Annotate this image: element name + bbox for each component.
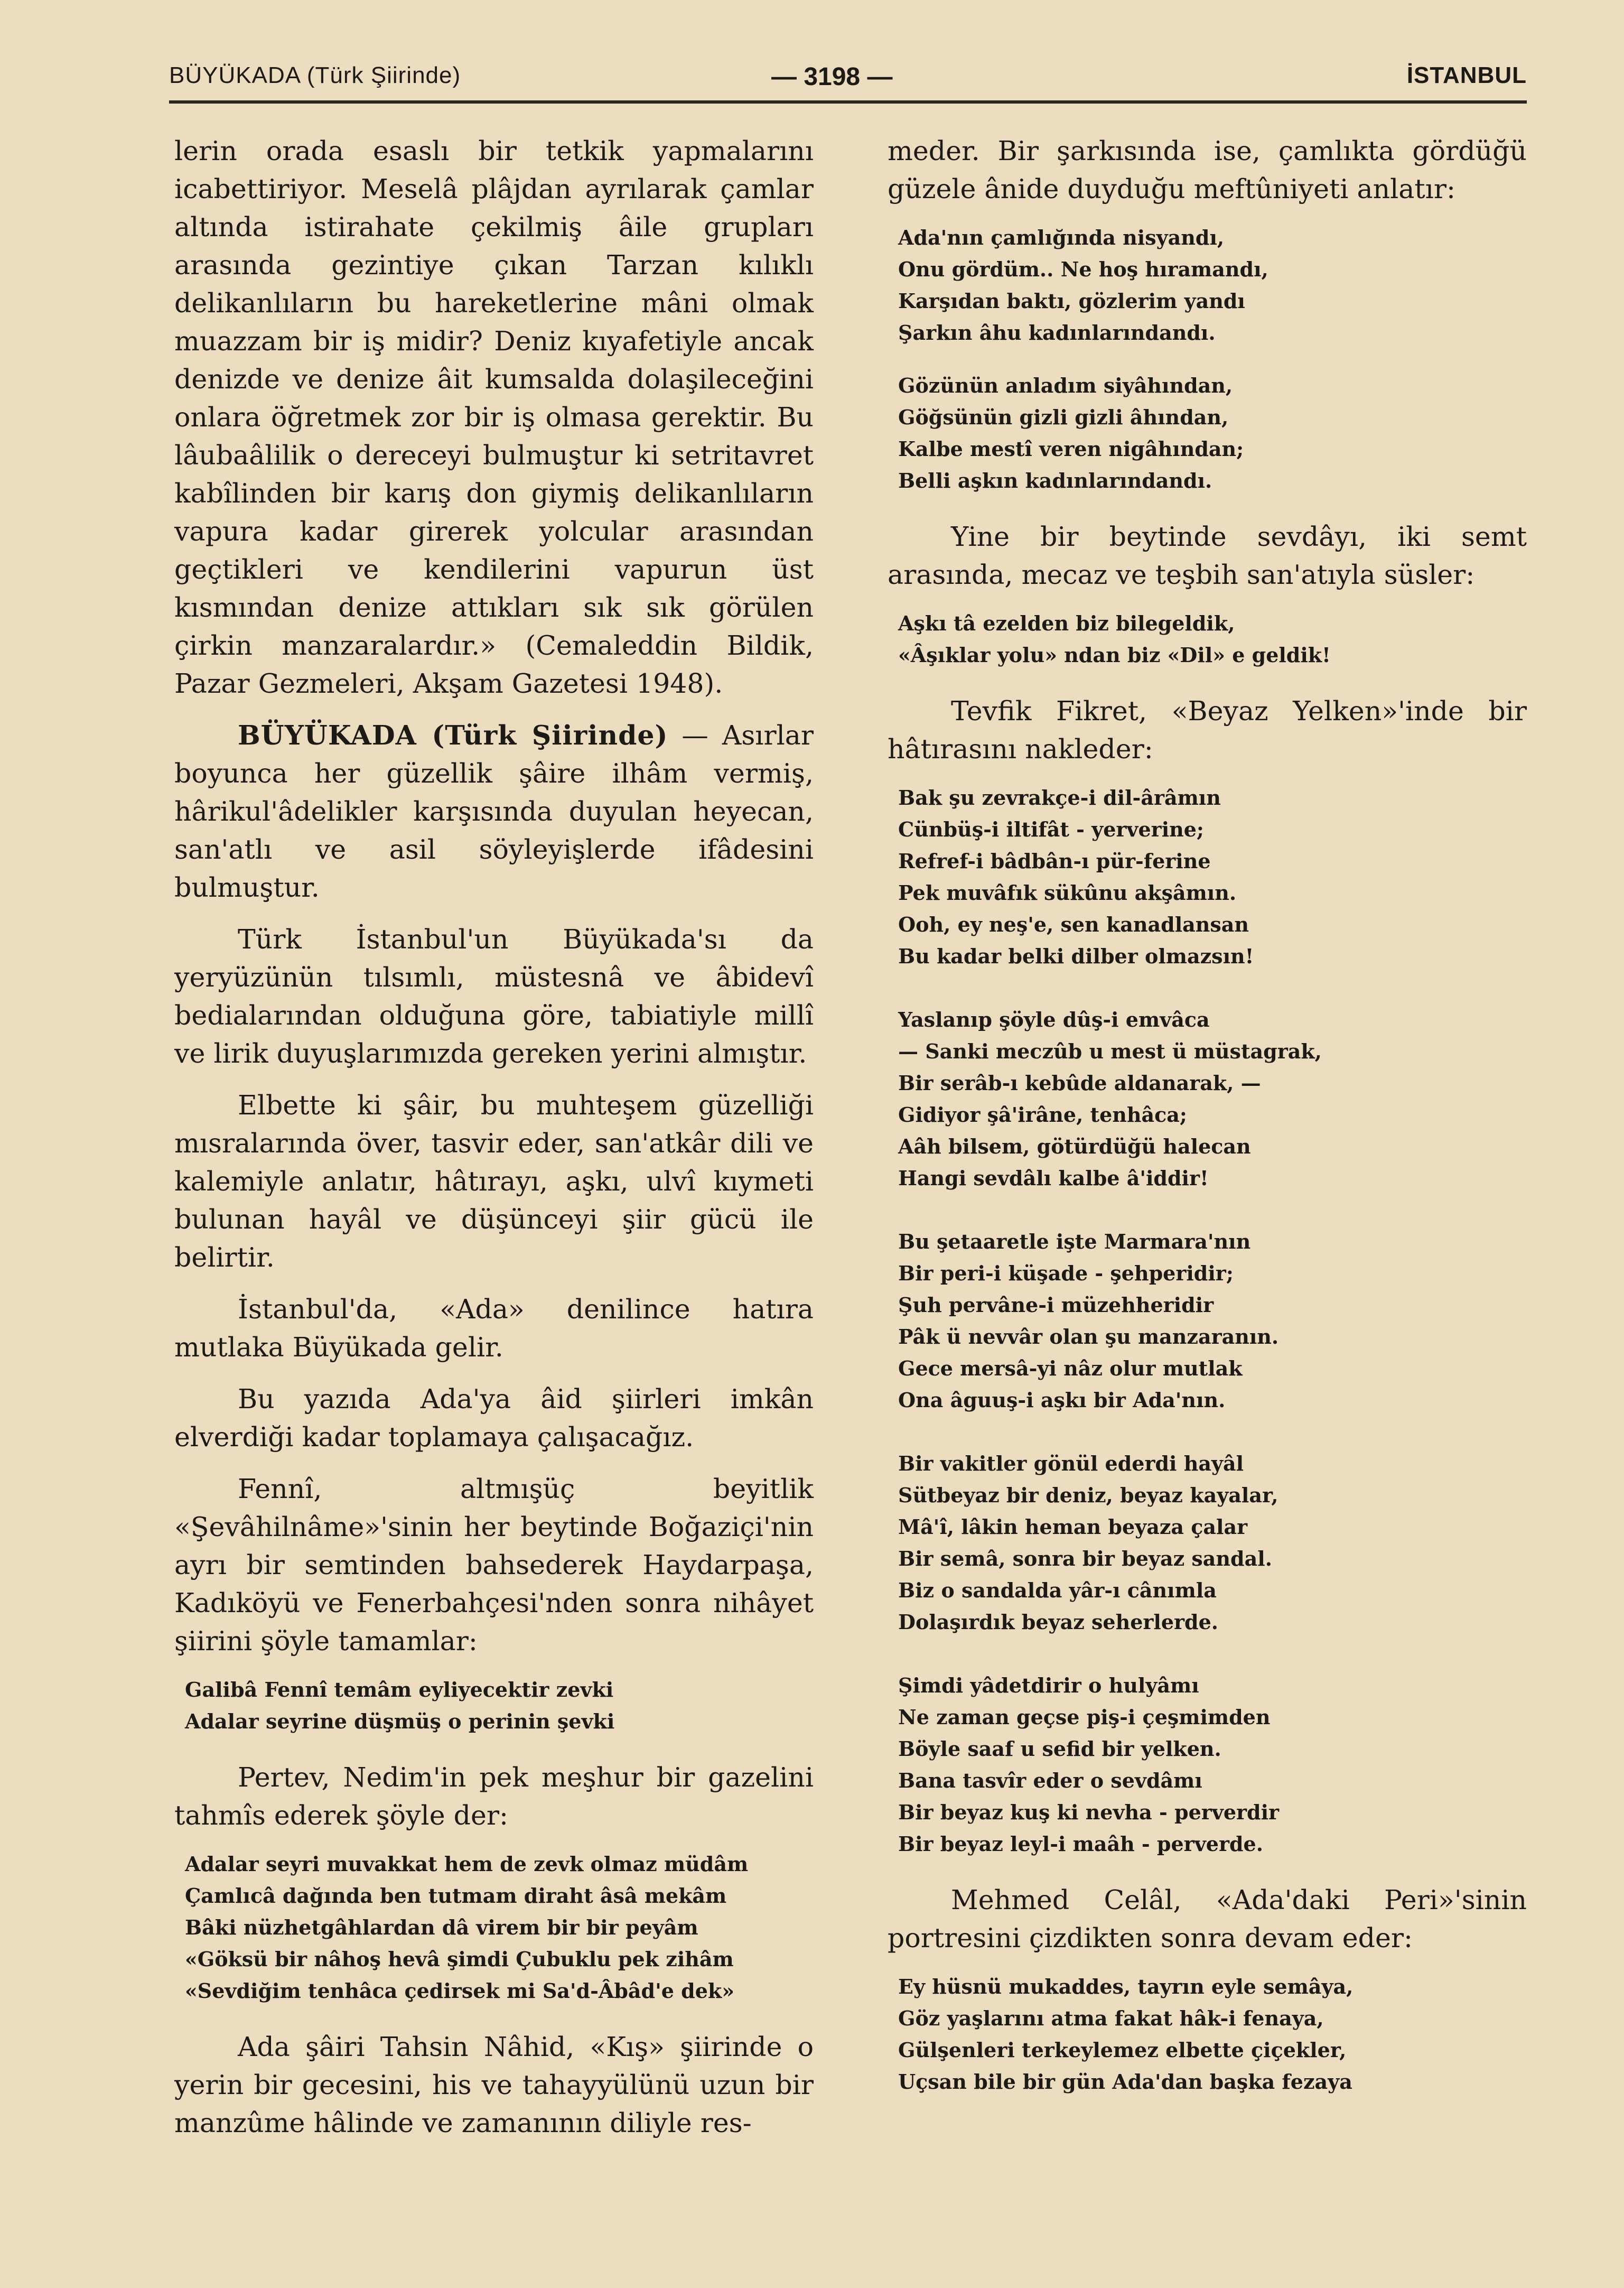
- verse-line: Bir vakitler gönül ederdi hayâl: [898, 1452, 1244, 1475]
- paragraph: Bu yazıda Ada'ya âid şiirleri imkân elverdiği kadar toplamaya çalışacağız.: [174, 1383, 814, 1453]
- paragraph: lerin orada esaslı bir tetkik yapmalarını icabettiriyor. Meselâ plâjdan ayrılarak çamlar altında istirahate çekilmiş âile grupları arasında gezintiye çıkan Tarzan kılıklı delikanlıların bu hareketlerine mâni olmak muazzam bir iş midir? Deniz kıyafetiyle ancak denizde ve denize âit kumsalda dolaşileceğini onlara öğretmek zor bir iş olmasa gerektir. Bu lâubaâlilik o dereceyi bulmuştur ki setritavret kabîlinden bir karış don giymiş delikanlıların vapura kadar girerek yolcular arasından geçtikleri ve kendilerini vapurun üst kısmından denize attıkları sık sık görülen çirkin manzaralardır.» (Cemaleddin Bildik, Pazar Gezmeleri, Akşam Gazetesi 1948).: [174, 135, 814, 699]
- verse-line: Böyle saaf u sefid bir yelken.: [898, 1737, 1221, 1761]
- verse-line: Uçsan bile bir gün Ada'dan başka fezaya: [898, 2070, 1352, 2094]
- verse-line: Ona âguuş-i aşkı bir Ada'nın.: [898, 1388, 1226, 1412]
- page-number: — 3198 —: [771, 63, 893, 91]
- verse-line: Bir beyaz leyl-i maâh - perverde.: [898, 1832, 1263, 1856]
- poem-stanzas: [898, 782, 1527, 1860]
- stanza-gap: [898, 972, 1527, 1004]
- left-column: [174, 132, 814, 2156]
- paragraph: Mehmed Celâl, «Ada'daki Peri»'sinin portresini çizdikten sonra devam eder:: [888, 1884, 1527, 1954]
- verse-line: Bir semâ, sonra bir beyaz sandal.: [898, 1547, 1272, 1570]
- entry-paragraph: [174, 717, 814, 907]
- verse-line: Hangi sevdâlı kalbe â'iddir!: [898, 1166, 1209, 1190]
- verse-line: Aşkı tâ ezelden biz bilegeldik,: [898, 611, 1235, 635]
- verse-line: Pek muvâfık sükûnu akşâmın.: [898, 881, 1237, 905]
- verse-line: Bir peri-i küşade - şehperidir;: [898, 1261, 1234, 1285]
- verse-line: Belli aşkın kadınlarındandı.: [898, 469, 1212, 492]
- verse-line: Gidiyor şâ'irâne, tenhâca;: [898, 1103, 1187, 1127]
- paragraph: Yine bir beytinde sevdâyı, iki semt arasında, mecaz ve teşbih san'atıyla süsler:: [888, 521, 1527, 590]
- verse-line: Cünbüş-i iltifât - yerverine;: [898, 817, 1204, 841]
- paragraph: Elbette ki şâir, bu muhteşem güzelliği mısralarında över, tasvir eder, san'atkâr dili ve kalemiyle anlatır, hâtırayı, aşkı, ulvî kıymeti bulunan hayâl ve düşünceyi şiir gücü ile belirtir.: [174, 1090, 814, 1273]
- paragraph: İstanbul'da, «Ada» denilince hatıra mutlaka Büyükada gelir.: [174, 1294, 814, 1363]
- stanza-gap: [898, 1416, 1527, 1448]
- verse-line: Bu şetaaretle işte Marmara'nın: [898, 1230, 1251, 1253]
- verse-line: Galibâ Fennî temâm eyliyecektir zevki: [185, 1678, 614, 1701]
- verse-line: Bâki nüzhetgâhlardan dâ virem bir bir peyâm: [185, 1915, 698, 1939]
- verse-line: Bir beyaz kuş ki nevha - perverdir: [898, 1800, 1280, 1824]
- verse-line: Adalar seyrine düşmüş o perinin şevki: [185, 1709, 615, 1733]
- verse-line: Göğsünün gizli gizli âhından,: [898, 405, 1229, 429]
- verse-block: [185, 1848, 814, 2007]
- verse-block: [898, 222, 1527, 349]
- verse-line: Göz yaşlarını atma fakat hâk-i fenaya,: [898, 2006, 1324, 2030]
- verse-line: Gülşenleri terkeylemez elbette çiçekler,: [898, 2038, 1347, 2062]
- paragraph: Fennî, altmışüç beyitlik «Şevâhilnâme»'sinin her beytinde Boğaziçi'nin ayrı bir semtinden bahsederek Haydarpaşa, Kadıköyü ve Fenerbahçesi'nden sonra nihâyet şiirini şöyle tamamlar:: [174, 1473, 814, 1657]
- verse-line: «Âşıklar yolu» ndan biz «Dil» e geldik!: [898, 643, 1331, 667]
- header-volume-title: İSTANBUL: [1406, 62, 1527, 88]
- paragraph: Türk İstanbul'un Büyükada'sı da yeryüzünün tılsımlı, müstesnâ ve âbidevî bedialarından olduğuna göre, tabiatiyle millî ve lirik duyuşlarımızda gereken yerini almıştır.: [174, 924, 814, 1069]
- verse-line: Şuh pervâne-i müzehheridir: [898, 1293, 1214, 1317]
- verse-line: Çamlıcâ dağında ben tutmam diraht âsâ mekâm: [185, 1884, 727, 1908]
- verse-line: Ne zaman geçse piş-i çeşmimden: [898, 1705, 1271, 1729]
- verse-line: Bak şu zevrakçe-i dil-ârâmın: [898, 786, 1221, 810]
- verse-line: Pâk ü nevvâr olan şu manzaranın.: [898, 1325, 1279, 1348]
- verse-line: Onu gördüm.. Ne hoş hıramandı,: [898, 257, 1268, 281]
- verse-line: Yaslanıp şöyle dûş-i emvâca: [898, 1008, 1210, 1031]
- verse-block: [898, 608, 1527, 671]
- entry-title: BÜYÜKADA (Türk Şiirinde): [238, 720, 668, 751]
- stanza-gap: [898, 1638, 1527, 1670]
- verse-line: Karşıdan baktı, gözlerim yandı: [898, 289, 1245, 313]
- verse-line: Bana tasvîr eder o sevdâmı: [898, 1769, 1202, 1792]
- paragraph: Pertev, Nedim'in pek meşhur bir gazelini tahmîs ederek şöyle der:: [174, 1762, 814, 1831]
- verse-line: Mâ'î, lâkin heman beyaza çalar: [898, 1515, 1248, 1539]
- entry-text: — Asırlar boyunca her güzellik şâire ilhâm vermiş, hârikul'âdelikler karşısında duyulan heyecan, san'atlı ve asil söyleyişlerde ifâdesini bulmuştur.: [174, 720, 814, 903]
- running-header: [169, 62, 1527, 99]
- verse-line: Ada'nın çamlığında nisyandı,: [898, 226, 1225, 249]
- verse-line: Biz o sandalda yâr-ı cânımla: [898, 1578, 1217, 1602]
- verse-line: Ey hüsnü mukaddes, tayrın eyle semâya,: [898, 1975, 1354, 1998]
- paragraph: meder. Bir şarkısında ise, çamlıkta gördüğü güzele ânide duyduğu meftûniyeti anlatır:: [888, 135, 1527, 204]
- header-section-title: BÜYÜKADA (Türk Şiirinde): [169, 62, 461, 88]
- stanza-gap: [898, 1194, 1527, 1226]
- verse-line: Adalar seyri muvakkat hem de zevk olmaz müdâm: [185, 1852, 749, 1876]
- verse-line: Aâh bilsem, götürdüğü halecan: [898, 1134, 1251, 1158]
- header-rule: [169, 100, 1527, 104]
- verse-block: [185, 1674, 814, 1737]
- right-column: [888, 132, 1527, 2119]
- verse-line: Bu kadar belki dilber olmazsın!: [898, 944, 1254, 968]
- verse-line: Refref-i bâdbân-ı pür-ferine: [898, 849, 1211, 873]
- verse-line: Dolaşırdık beyaz seherlerde.: [898, 1610, 1219, 1634]
- verse-line: Şarkın âhu kadınlarındandı.: [898, 321, 1216, 345]
- paragraph: Ada şâiri Tahsin Nâhid, «Kış» şiirinde o yerin bir gecesini, his ve tahayyülünü uzun bir manzûme hâlinde ve zamanının diliyle res-: [174, 2031, 814, 2138]
- verse-line: — Sanki meczûb u mest ü müstagrak,: [898, 1039, 1322, 1063]
- verse-line: Ooh, ey neş'e, sen kanadlansan: [898, 913, 1249, 936]
- verse-block: [898, 370, 1527, 497]
- verse-line: Kalbe mestî veren nigâhından;: [898, 437, 1244, 461]
- verse-line: Gözünün anladım siyâhından,: [898, 374, 1233, 397]
- verse-line: Sütbeyaz bir deniz, beyaz kayalar,: [898, 1483, 1278, 1507]
- verse-line: «Sevdiğim tenhâca çedirsek mi Sa'd-Âbâd'e dek»: [185, 1979, 734, 2003]
- paragraph: Tevfik Fikret, «Beyaz Yelken»'inde bir hâtırasını nakleder:: [888, 695, 1527, 765]
- verse-line: «Göksü bir nâhoş hevâ şimdi Çubuklu pek zihâm: [185, 1947, 734, 1971]
- verse-line: Şimdi yâdetdirir o hulyâmı: [898, 1673, 1199, 1697]
- verse-block: [898, 1971, 1527, 2098]
- verse-line: Bir serâb-ı kebûde aldanarak, —: [898, 1071, 1261, 1095]
- verse-line: Gece mersâ-yi nâz olur mutlak: [898, 1356, 1243, 1380]
